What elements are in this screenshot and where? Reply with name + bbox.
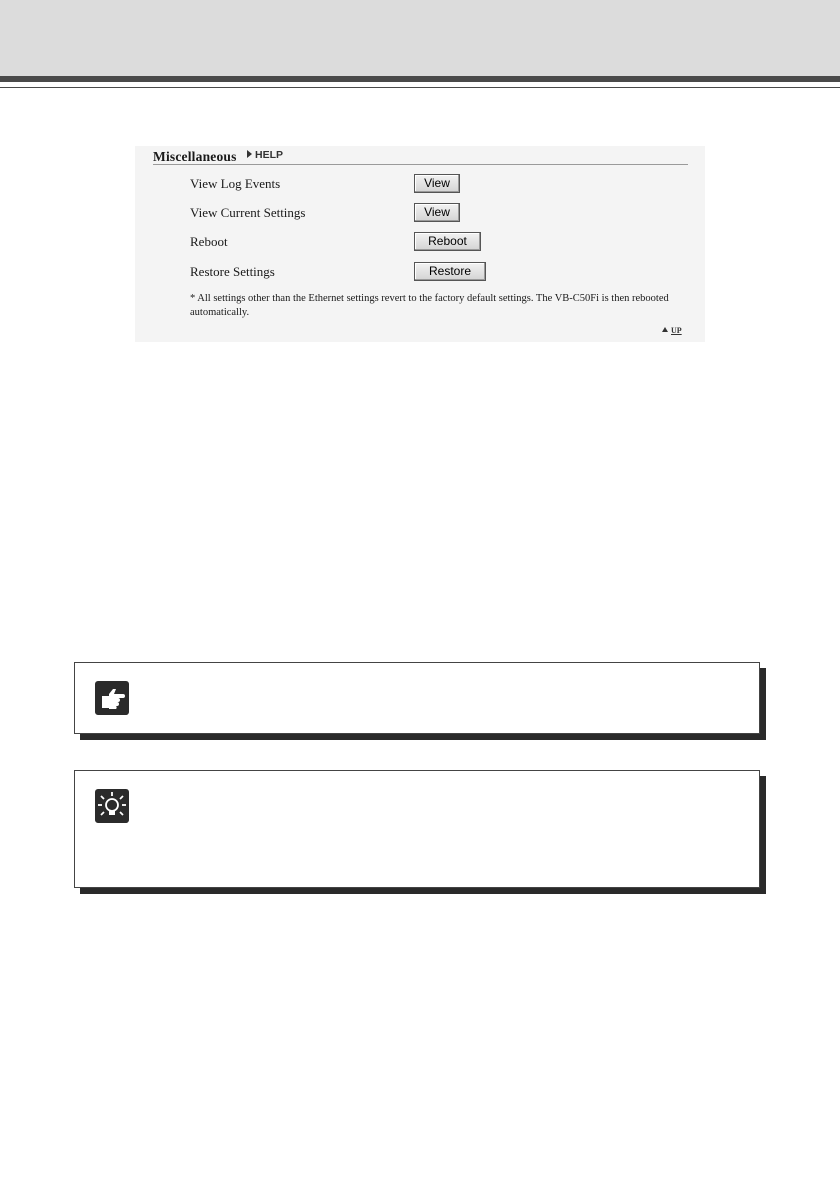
row-label-view-current-settings: View Current Settings	[190, 205, 306, 220]
view-log-events-button[interactable]: View	[414, 174, 460, 193]
pointing-hand-icon	[95, 681, 129, 715]
note-callout	[74, 662, 760, 734]
up-link-label: UP	[671, 326, 682, 335]
row-label-restore-settings: Restore Settings	[190, 264, 275, 279]
lightbulb-tip-icon	[95, 789, 129, 823]
restore-note: * All settings other than the Ethernet settings revert to the factory default settings. The VB-C50Fi is then rebooted automatically.	[190, 293, 669, 318]
up-link[interactable]	[662, 326, 682, 335]
arrow-up-icon	[662, 327, 668, 332]
row-label-reboot: Reboot	[190, 234, 228, 249]
page-header-band	[0, 0, 840, 76]
miscellaneous-panel	[135, 146, 705, 342]
panel-title: Miscellaneous	[153, 149, 237, 164]
tip-callout	[74, 770, 760, 888]
reboot-button[interactable]: Reboot	[414, 232, 481, 251]
view-current-settings-button[interactable]: View	[414, 203, 460, 222]
panel-divider	[153, 164, 688, 165]
header-rule-thin	[0, 87, 840, 88]
arrow-right-icon	[247, 150, 252, 158]
help-link[interactable]	[247, 149, 283, 161]
row-label-view-log-events: View Log Events	[190, 176, 281, 191]
restore-settings-button[interactable]: Restore	[414, 262, 486, 281]
help-link-label: HELP	[255, 149, 284, 161]
header-rule-thick	[0, 76, 840, 82]
